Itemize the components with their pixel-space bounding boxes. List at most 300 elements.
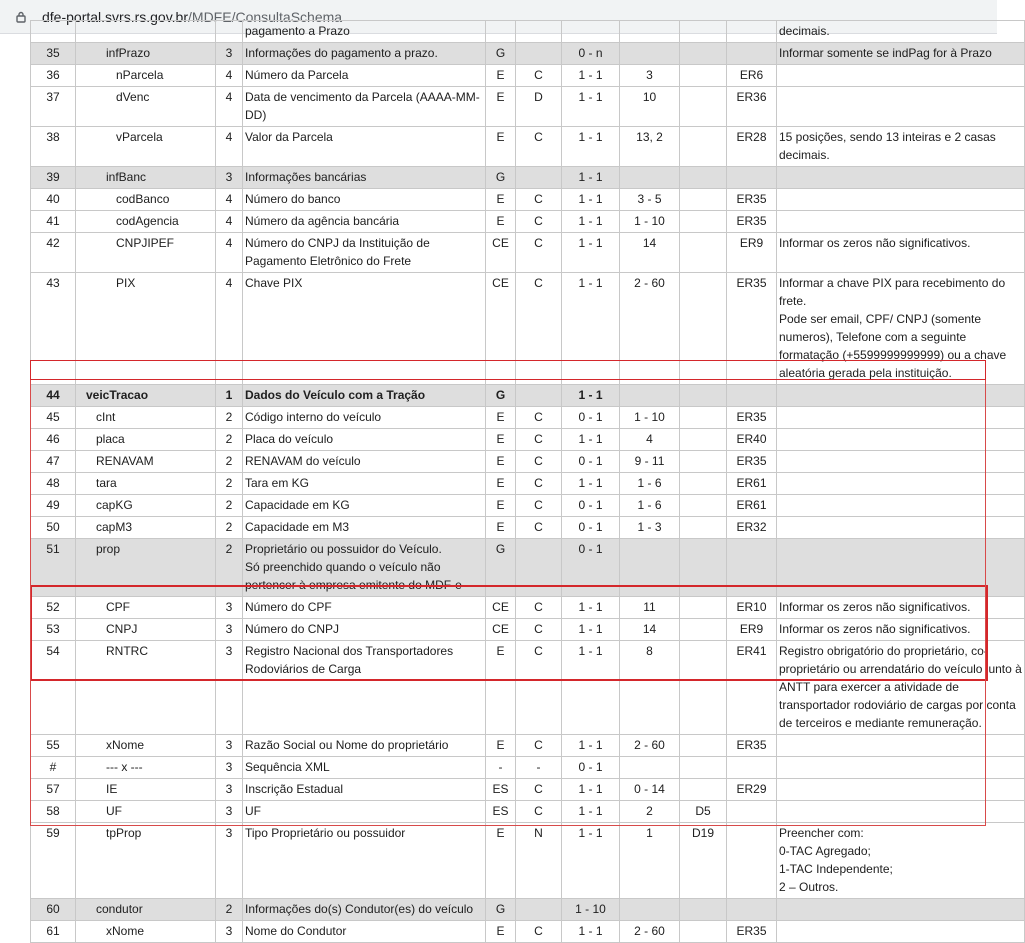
cell-regra: ER9 [727, 233, 777, 273]
cell-obs [777, 921, 1025, 943]
schema-table [30, 20, 1025, 943]
cell-ocor: 1 - 1 [562, 801, 620, 823]
cell-tam: 8 [620, 641, 680, 735]
cell-tipo: C [516, 189, 562, 211]
schema-table-body [31, 21, 1025, 943]
cell-dec [680, 189, 727, 211]
cell-tipo: C [516, 921, 562, 943]
cell-desc: Tara em KG [243, 473, 486, 495]
cell-dec [680, 641, 727, 735]
cell-nivel: 2 [216, 495, 243, 517]
site-info-icon[interactable] [14, 10, 28, 24]
cell-dec [680, 273, 727, 385]
cell-desc: Data de vencimento da Parcela (AAAA-MM-DD) [243, 87, 486, 127]
cell-dec [680, 407, 727, 429]
cell-ocor: 1 - 1 [562, 597, 620, 619]
cell-ocor: 0 - 1 [562, 451, 620, 473]
cell-desc: Sequência XML [243, 757, 486, 779]
cell-desc: Capacidade em KG [243, 495, 486, 517]
table-row [31, 211, 1025, 233]
cell-dec [680, 473, 727, 495]
cell-campo: --- x --- [76, 757, 216, 779]
cell-ocor: 1 - 1 [562, 619, 620, 641]
cell-ocor: 1 - 1 [562, 127, 620, 167]
cell-nivel: 2 [216, 429, 243, 451]
cell-n: 42 [31, 233, 76, 273]
cell-n: 43 [31, 273, 76, 385]
cell-tipo [516, 385, 562, 407]
cell-desc: Capacidade em M3 [243, 517, 486, 539]
cell-campo: codAgencia [76, 211, 216, 233]
cell-dec [680, 167, 727, 189]
cell-regra: ER61 [727, 495, 777, 517]
cell-tam: 1 - 6 [620, 473, 680, 495]
cell-ele: E [486, 429, 516, 451]
cell-campo: dVenc [76, 87, 216, 127]
cell-desc: Número do CNPJ [243, 619, 486, 641]
cell-ele: E [486, 127, 516, 167]
cell-ocor: 0 - 1 [562, 757, 620, 779]
cell-tipo [516, 899, 562, 921]
cell-campo: capM3 [76, 517, 216, 539]
cell-n: 40 [31, 189, 76, 211]
cell-regra: ER32 [727, 517, 777, 539]
cell-dec [680, 385, 727, 407]
cell-tam [620, 539, 680, 597]
cell-campo: IE [76, 779, 216, 801]
table-row [31, 921, 1025, 943]
cell-ocor: 1 - 1 [562, 211, 620, 233]
cell-dec [680, 779, 727, 801]
cell-n: 47 [31, 451, 76, 473]
cell-regra: ER35 [727, 735, 777, 757]
cell-ele: CE [486, 233, 516, 273]
cell-ocor: 1 - 1 [562, 779, 620, 801]
cell-campo [76, 21, 216, 43]
cell-regra [727, 43, 777, 65]
cell-n: 58 [31, 801, 76, 823]
cell-dec [680, 619, 727, 641]
cell-nivel: 3 [216, 921, 243, 943]
cell-nivel: 3 [216, 757, 243, 779]
cell-nivel: 2 [216, 899, 243, 921]
cell-ele: G [486, 385, 516, 407]
cell-tipo: C [516, 473, 562, 495]
cell-desc: Número da Parcela [243, 65, 486, 87]
cell-tam: 1 [620, 823, 680, 899]
cell-dec [680, 921, 727, 943]
cell-ocor: 0 - 1 [562, 517, 620, 539]
cell-dec [680, 429, 727, 451]
cell-ele: G [486, 167, 516, 189]
cell-campo: condutor [76, 899, 216, 921]
cell-desc: Inscrição Estadual [243, 779, 486, 801]
cell-n: 41 [31, 211, 76, 233]
cell-regra [727, 757, 777, 779]
cell-desc: pagamento a Prazo [243, 21, 486, 43]
cell-ocor [562, 21, 620, 43]
cell-ocor: 0 - 1 [562, 495, 620, 517]
cell-tipo: C [516, 451, 562, 473]
cell-nivel: 4 [216, 65, 243, 87]
cell-nivel: 3 [216, 779, 243, 801]
cell-regra [727, 899, 777, 921]
cell-nivel: 3 [216, 823, 243, 899]
cell-nivel: 4 [216, 273, 243, 385]
cell-obs [777, 429, 1025, 451]
cell-ocor: 1 - 1 [562, 189, 620, 211]
cell-ele: G [486, 539, 516, 597]
cell-n: 61 [31, 921, 76, 943]
cell-campo: PIX [76, 273, 216, 385]
cell-tipo: C [516, 619, 562, 641]
cell-tam [620, 385, 680, 407]
cell-tipo [516, 43, 562, 65]
url-path: /MDFE/ConsultaSchema [188, 9, 343, 25]
cell-nivel: 2 [216, 473, 243, 495]
cell-dec [680, 233, 727, 273]
cell-obs: Informar somente se indPag for à Prazo [777, 43, 1025, 65]
cell-tam [620, 21, 680, 43]
cell-dec [680, 757, 727, 779]
cell-desc: Valor da Parcela [243, 127, 486, 167]
cell-tam: 1 - 10 [620, 211, 680, 233]
cell-desc: RENAVAM do veículo [243, 451, 486, 473]
cell-n: 44 [31, 385, 76, 407]
cell-ocor: 0 - 1 [562, 539, 620, 597]
cell-desc: Número do CPF [243, 597, 486, 619]
cell-n: 46 [31, 429, 76, 451]
table-row [31, 757, 1025, 779]
cell-nivel: 3 [216, 619, 243, 641]
cell-regra: ER35 [727, 211, 777, 233]
cell-ele: E [486, 495, 516, 517]
cell-ele: E [486, 65, 516, 87]
cell-n: 50 [31, 517, 76, 539]
cell-n: 60 [31, 899, 76, 921]
cell-tipo: C [516, 407, 562, 429]
cell-ocor: 0 - n [562, 43, 620, 65]
cell-obs [777, 899, 1025, 921]
cell-tipo: C [516, 233, 562, 273]
cell-n: 59 [31, 823, 76, 899]
cell-ocor: 1 - 1 [562, 823, 620, 899]
cell-n: 54 [31, 641, 76, 735]
cell-n: 51 [31, 539, 76, 597]
cell-ele: ES [486, 779, 516, 801]
cell-obs: 15 posições, sendo 13 inteiras e 2 casas decimais. [777, 127, 1025, 167]
cell-tipo: C [516, 517, 562, 539]
cell-obs [777, 211, 1025, 233]
cell-regra: ER28 [727, 127, 777, 167]
cell-n: 39 [31, 167, 76, 189]
cell-obs: Informar os zeros não significativos. [777, 619, 1025, 641]
cell-tam: 3 [620, 65, 680, 87]
cell-tam: 1 - 6 [620, 495, 680, 517]
cell-obs [777, 473, 1025, 495]
cell-desc: Dados do Veículo com a Tração [243, 385, 486, 407]
cell-obs [777, 451, 1025, 473]
cell-dec [680, 21, 727, 43]
cell-ele: CE [486, 597, 516, 619]
cell-regra: ER35 [727, 407, 777, 429]
cell-regra: ER35 [727, 921, 777, 943]
cell-regra: ER35 [727, 189, 777, 211]
table-row [31, 899, 1025, 921]
cell-desc: Número da agência bancária [243, 211, 486, 233]
cell-tipo: C [516, 127, 562, 167]
table-row [31, 385, 1025, 407]
cell-n: 37 [31, 87, 76, 127]
cell-obs [777, 189, 1025, 211]
cell-obs [777, 407, 1025, 429]
cell-tipo [516, 167, 562, 189]
table-row [31, 495, 1025, 517]
table-row [31, 407, 1025, 429]
cell-regra: ER35 [727, 451, 777, 473]
cell-obs [777, 517, 1025, 539]
cell-ele: E [486, 473, 516, 495]
cell-n: # [31, 757, 76, 779]
cell-ele: CE [486, 273, 516, 385]
cell-obs [777, 65, 1025, 87]
cell-n: 45 [31, 407, 76, 429]
cell-obs [777, 167, 1025, 189]
cell-dec [680, 517, 727, 539]
cell-tipo [516, 21, 562, 43]
cell-tam: 1 - 10 [620, 407, 680, 429]
cell-tam: 13, 2 [620, 127, 680, 167]
cell-tam: 11 [620, 597, 680, 619]
cell-regra [727, 385, 777, 407]
cell-regra: ER36 [727, 87, 777, 127]
cell-obs: Informar a chave PIX para recebimento do frete. Pode ser email, CPF/ CNPJ (somente numeros), Telefone com a seguinte formatação (+5599999999999) ou a chave aleatória gerada pela instituição. [777, 273, 1025, 385]
cell-tam [620, 43, 680, 65]
cell-campo: nParcela [76, 65, 216, 87]
cell-obs: Registro obrigatório do proprietário, co-proprietário ou arrendatário do veículo junto à ANTT para exercer a atividade de transportador rodoviário de cargas por conta de terceiros e mediante remuneração. [777, 641, 1025, 735]
cell-ele [486, 21, 516, 43]
cell-regra: ER40 [727, 429, 777, 451]
table-row [31, 233, 1025, 273]
cell-nivel: 3 [216, 735, 243, 757]
cell-nivel: 3 [216, 801, 243, 823]
cell-desc: Registro Nacional dos Transportadores Rodoviários de Carga [243, 641, 486, 735]
cell-regra: ER6 [727, 65, 777, 87]
cell-n: 38 [31, 127, 76, 167]
cell-tam: 0 - 14 [620, 779, 680, 801]
cell-ele: G [486, 43, 516, 65]
cell-desc: Número do banco [243, 189, 486, 211]
cell-campo: xNome [76, 921, 216, 943]
cell-obs [777, 779, 1025, 801]
cell-campo: codBanco [76, 189, 216, 211]
cell-tipo: D [516, 87, 562, 127]
table-row [31, 429, 1025, 451]
cell-regra: ER10 [727, 597, 777, 619]
cell-campo: xNome [76, 735, 216, 757]
cell-ocor: 1 - 1 [562, 921, 620, 943]
cell-desc: Placa do veículo [243, 429, 486, 451]
cell-campo: UF [76, 801, 216, 823]
table-row [31, 473, 1025, 495]
cell-obs [777, 495, 1025, 517]
table-row [31, 21, 1025, 43]
cell-dec [680, 495, 727, 517]
cell-campo: tara [76, 473, 216, 495]
cell-nivel: 4 [216, 211, 243, 233]
cell-dec [680, 539, 727, 597]
cell-campo: cInt [76, 407, 216, 429]
cell-tipo: - [516, 757, 562, 779]
cell-obs [777, 539, 1025, 597]
cell-nivel: 2 [216, 539, 243, 597]
cell-tam: 2 - 60 [620, 735, 680, 757]
cell-desc: Código interno do veículo [243, 407, 486, 429]
cell-tam: 10 [620, 87, 680, 127]
cell-regra: ER61 [727, 473, 777, 495]
cell-nivel: 2 [216, 517, 243, 539]
cell-dec [680, 899, 727, 921]
cell-campo: tpProp [76, 823, 216, 899]
table-row [31, 597, 1025, 619]
cell-ocor: 1 - 1 [562, 87, 620, 127]
cell-tipo: C [516, 735, 562, 757]
page-content [0, 24, 1025, 938]
table-row [31, 273, 1025, 385]
cell-dec [680, 451, 727, 473]
cell-campo: infPrazo [76, 43, 216, 65]
cell-ocor: 0 - 1 [562, 407, 620, 429]
cell-regra: ER29 [727, 779, 777, 801]
cell-tipo [516, 539, 562, 597]
cell-tipo: C [516, 779, 562, 801]
cell-obs: Informar os zeros não significativos. [777, 597, 1025, 619]
table-row [31, 87, 1025, 127]
cell-tipo: N [516, 823, 562, 899]
cell-nivel: 3 [216, 43, 243, 65]
cell-desc: Tipo Proprietário ou possuidor [243, 823, 486, 899]
cell-dec [680, 127, 727, 167]
cell-desc: Chave PIX [243, 273, 486, 385]
cell-ocor: 1 - 1 [562, 273, 620, 385]
cell-regra [727, 21, 777, 43]
table-row [31, 65, 1025, 87]
cell-dec [680, 597, 727, 619]
cell-tam: 2 - 60 [620, 921, 680, 943]
cell-tam [620, 757, 680, 779]
cell-ocor: 1 - 1 [562, 429, 620, 451]
table-row [31, 189, 1025, 211]
cell-tipo: C [516, 495, 562, 517]
cell-nivel [216, 21, 243, 43]
cell-nivel: 3 [216, 167, 243, 189]
cell-ele: E [486, 189, 516, 211]
cell-tam [620, 899, 680, 921]
cell-regra [727, 801, 777, 823]
cell-ocor: 1 - 1 [562, 167, 620, 189]
cell-tipo: C [516, 273, 562, 385]
cell-ele: E [486, 87, 516, 127]
cell-regra [727, 539, 777, 597]
cell-nivel: 2 [216, 451, 243, 473]
cell-ele: E [486, 517, 516, 539]
cell-desc: Número do CNPJ da Instituição de Pagamento Eletrônico do Frete [243, 233, 486, 273]
table-row [31, 539, 1025, 597]
table-row [31, 619, 1025, 641]
cell-n [31, 21, 76, 43]
table-row [31, 451, 1025, 473]
cell-obs: Informar os zeros não significativos. [777, 233, 1025, 273]
cell-ele: ES [486, 801, 516, 823]
cell-tam: 14 [620, 619, 680, 641]
cell-campo: RENAVAM [76, 451, 216, 473]
cell-n: 52 [31, 597, 76, 619]
cell-dec: D19 [680, 823, 727, 899]
cell-ele: CE [486, 619, 516, 641]
cell-nivel: 4 [216, 87, 243, 127]
cell-n: 57 [31, 779, 76, 801]
cell-tam: 3 - 5 [620, 189, 680, 211]
cell-dec: D5 [680, 801, 727, 823]
cell-obs [777, 801, 1025, 823]
cell-obs: decimais. [777, 21, 1025, 43]
cell-regra: ER35 [727, 273, 777, 385]
cell-desc: Informações bancárias [243, 167, 486, 189]
cell-ele: E [486, 641, 516, 735]
cell-tipo: C [516, 641, 562, 735]
cell-ele: E [486, 451, 516, 473]
cell-desc: Proprietário ou possuidor do Veículo. Só preenchido quando o veículo não pertencer à empresa emitente do MDF-e [243, 539, 486, 597]
table-row [31, 43, 1025, 65]
cell-tam: 4 [620, 429, 680, 451]
cell-nivel: 4 [216, 127, 243, 167]
cell-regra [727, 823, 777, 899]
cell-regra: ER9 [727, 619, 777, 641]
cell-ocor: 1 - 1 [562, 641, 620, 735]
cell-obs [777, 385, 1025, 407]
cell-ele: E [486, 407, 516, 429]
cell-desc: Razão Social ou Nome do proprietário [243, 735, 486, 757]
cell-nivel: 4 [216, 233, 243, 273]
cell-ocor: 1 - 1 [562, 473, 620, 495]
cell-ocor: 1 - 1 [562, 233, 620, 273]
cell-tipo: C [516, 801, 562, 823]
cell-campo: prop [76, 539, 216, 597]
cell-n: 53 [31, 619, 76, 641]
cell-ele: - [486, 757, 516, 779]
cell-dec [680, 211, 727, 233]
cell-campo: placa [76, 429, 216, 451]
cell-tam: 1 - 3 [620, 517, 680, 539]
cell-nivel: 2 [216, 407, 243, 429]
cell-ele: E [486, 211, 516, 233]
cell-desc: Nome do Condutor [243, 921, 486, 943]
cell-obs [777, 735, 1025, 757]
cell-tam: 2 [620, 801, 680, 823]
table-row [31, 127, 1025, 167]
cell-tam: 2 - 60 [620, 273, 680, 385]
cell-ocor: 1 - 1 [562, 735, 620, 757]
url-host: dfe-portal.svrs.rs.gov.br [42, 9, 189, 25]
cell-tam: 14 [620, 233, 680, 273]
cell-campo: CNPJIPEF [76, 233, 216, 273]
table-row [31, 801, 1025, 823]
cell-n: 55 [31, 735, 76, 757]
cell-obs [777, 87, 1025, 127]
cell-ocor: 1 - 1 [562, 385, 620, 407]
cell-ele: G [486, 899, 516, 921]
cell-dec [680, 735, 727, 757]
